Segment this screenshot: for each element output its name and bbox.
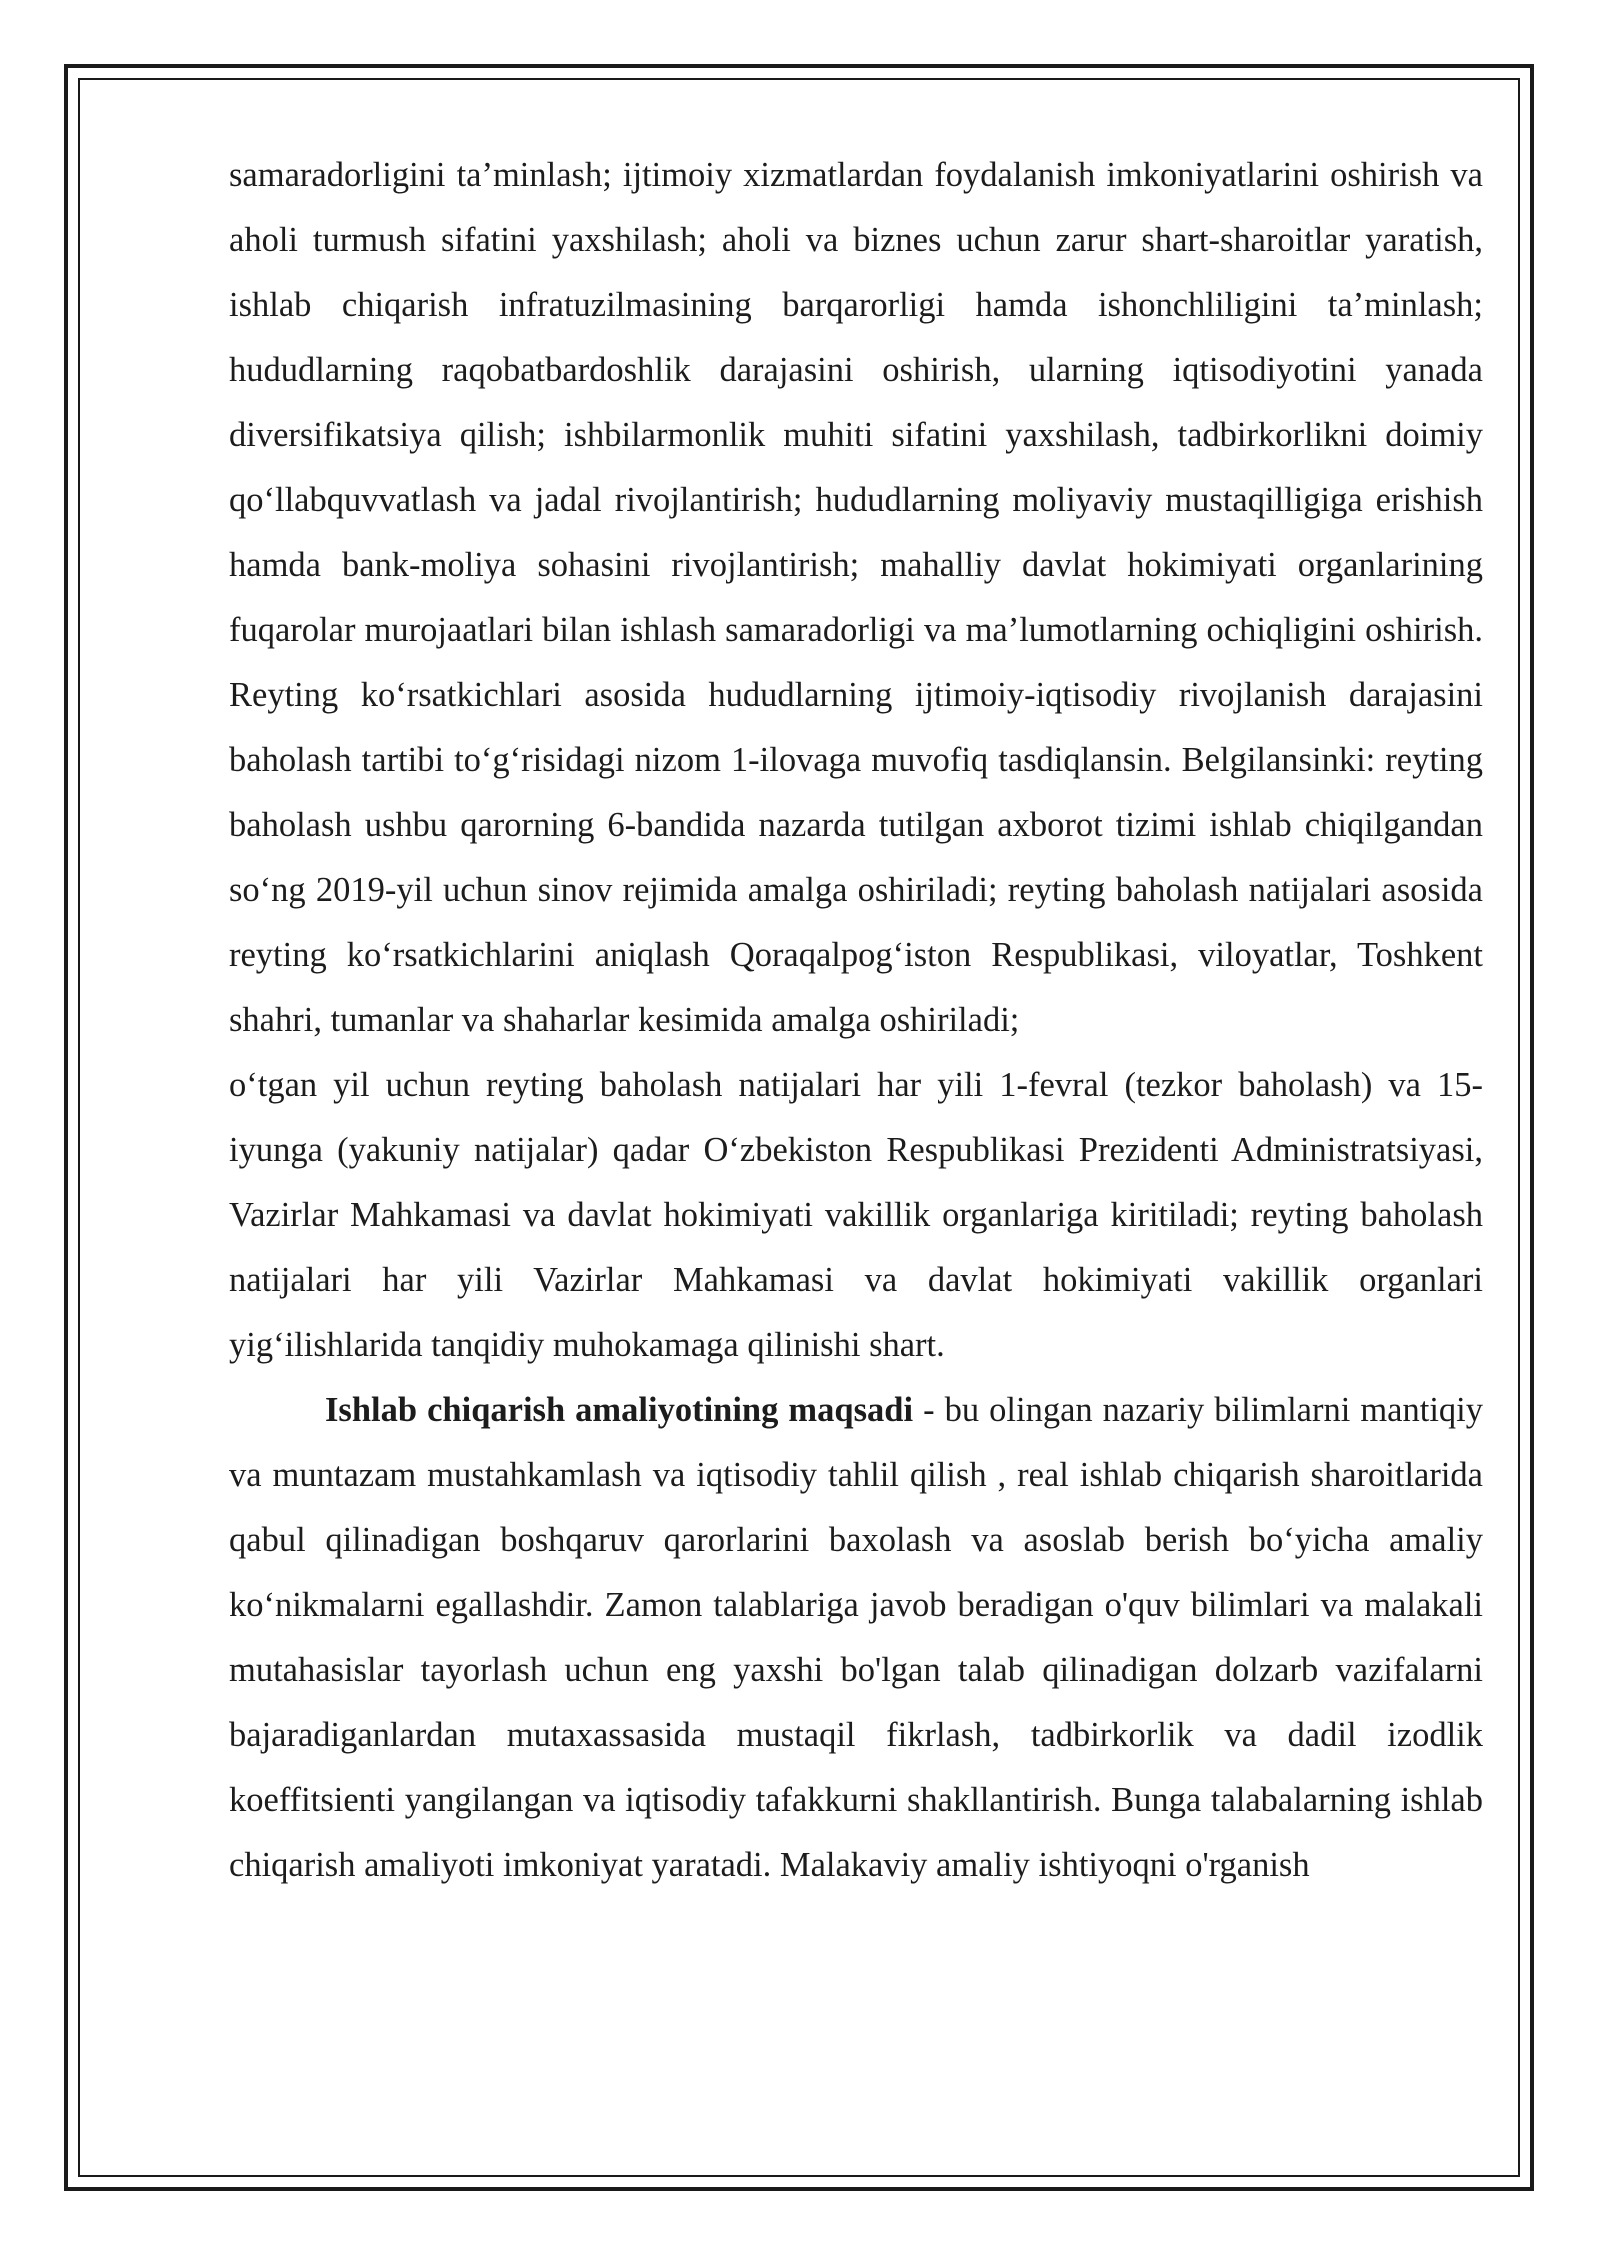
paragraph-2: o‘tgan yil uchun reyting baholash natijalari har yili 1-fevral (tezkor baholash) va 15- iyunga (yakuniy natijalar) qadar O‘zbekiston Respublikasi Prezidenti Administratsiyasi, Vazirlar Mahkamasi va davlat hokimiyati vakillik organlariga kiritiladi; reyting baholash natijalari har yili Vazirlar Mahkamasi va davlat hokimiyati vakillik organlari yig‘ilishlarida tanqidiy muhokamaga qilinishi shart.: [229, 1066, 1483, 1364]
document-body: [229, 143, 1483, 1898]
paragraph-1: samaradorligini ta’minlash; ijtimoiy xizmatlardan foydalanish imkoniyatlarini oshirish va aholi turmush sifatini yaxshilash; aholi va biznes uchun zarur shart-sharoitlar yaratish, ishlab chiqarish infratuzilmasining barqarorligi hamda ishonchliligini ta’minlash; hududlarning raqobatbardoshlik darajasini oshirish, ularning iqtisodiyotini yanada diversifikatsiya qilish; ishbilarmonlik muhiti sifatini yaxshilash, tadbirkorlikni doimiy qo‘llabquvvatlash va jadal rivojlantirish; hududlarning moliyaviy mustaqilligiga erishish hamda bank-moliya sohasini rivojlantirish; mahalliy davlat hokimiyati organlarining fuqarolar murojaatlari bilan ishlash samaradorligi va ma’lumotlarning ochiqligini oshirish. Reyting ko‘rsatkichlari asosida hududlarning ijtimoiy-iqtisodiy rivojlanish darajasini baholash tartibi to‘g‘risidagi nizom 1-ilovaga muvofiq tasdiqlansin. Belgilansinki: reyting baholash ushbu qarorning 6-bandida nazarda tutilgan axborot tizimi ishlab chiqilgandan so‘ng 2019-yil uchun sinov rejimida amalga oshiriladi; reyting baholash natijalari asosida reyting ko‘rsatkichlarini aniqlash Qoraqalpog‘iston Respublikasi, viloyatlar, Toshkent shahri, tumanlar va shaharlar kesimida amalga oshiriladi;: [229, 156, 1483, 1039]
paragraph-3-text: - bu olingan nazariy bilimlarni mantiqiy va muntazam mustahkamlash va iqtisodiy tahlil qilish , real ishlab chiqarish sharoitlarida qabul qilinadigan boshqaruv qarorlarini baxolash va asoslab berish bo‘yicha amaliy ko‘nikmalarni egallashdir. Zamon talablariga javob beradigan o'quv bilimlari va malakali mutahasislar tayorlash uchun eng yaxshi bo'lgan talab qilinadigan dolzarb vazifalarni bajaradiganlardan mutaxassasida mustaqil fikrlash, tadbirkorlik va dadil izodlik koeffitsienti yangilangan va iqtisodiy tafakkurni shakllantirish. Bunga talabalarning ishlab chiqarish amaliyoti imkoniyat yaratadi. Malakaviy amaliy ishtiyoqni o'rganish: [229, 1391, 1483, 1884]
paragraph-3-heading: Ishlab chiqarish amaliyotining maqsadi: [325, 1391, 914, 1429]
paragraph-3: [229, 1378, 1483, 1898]
